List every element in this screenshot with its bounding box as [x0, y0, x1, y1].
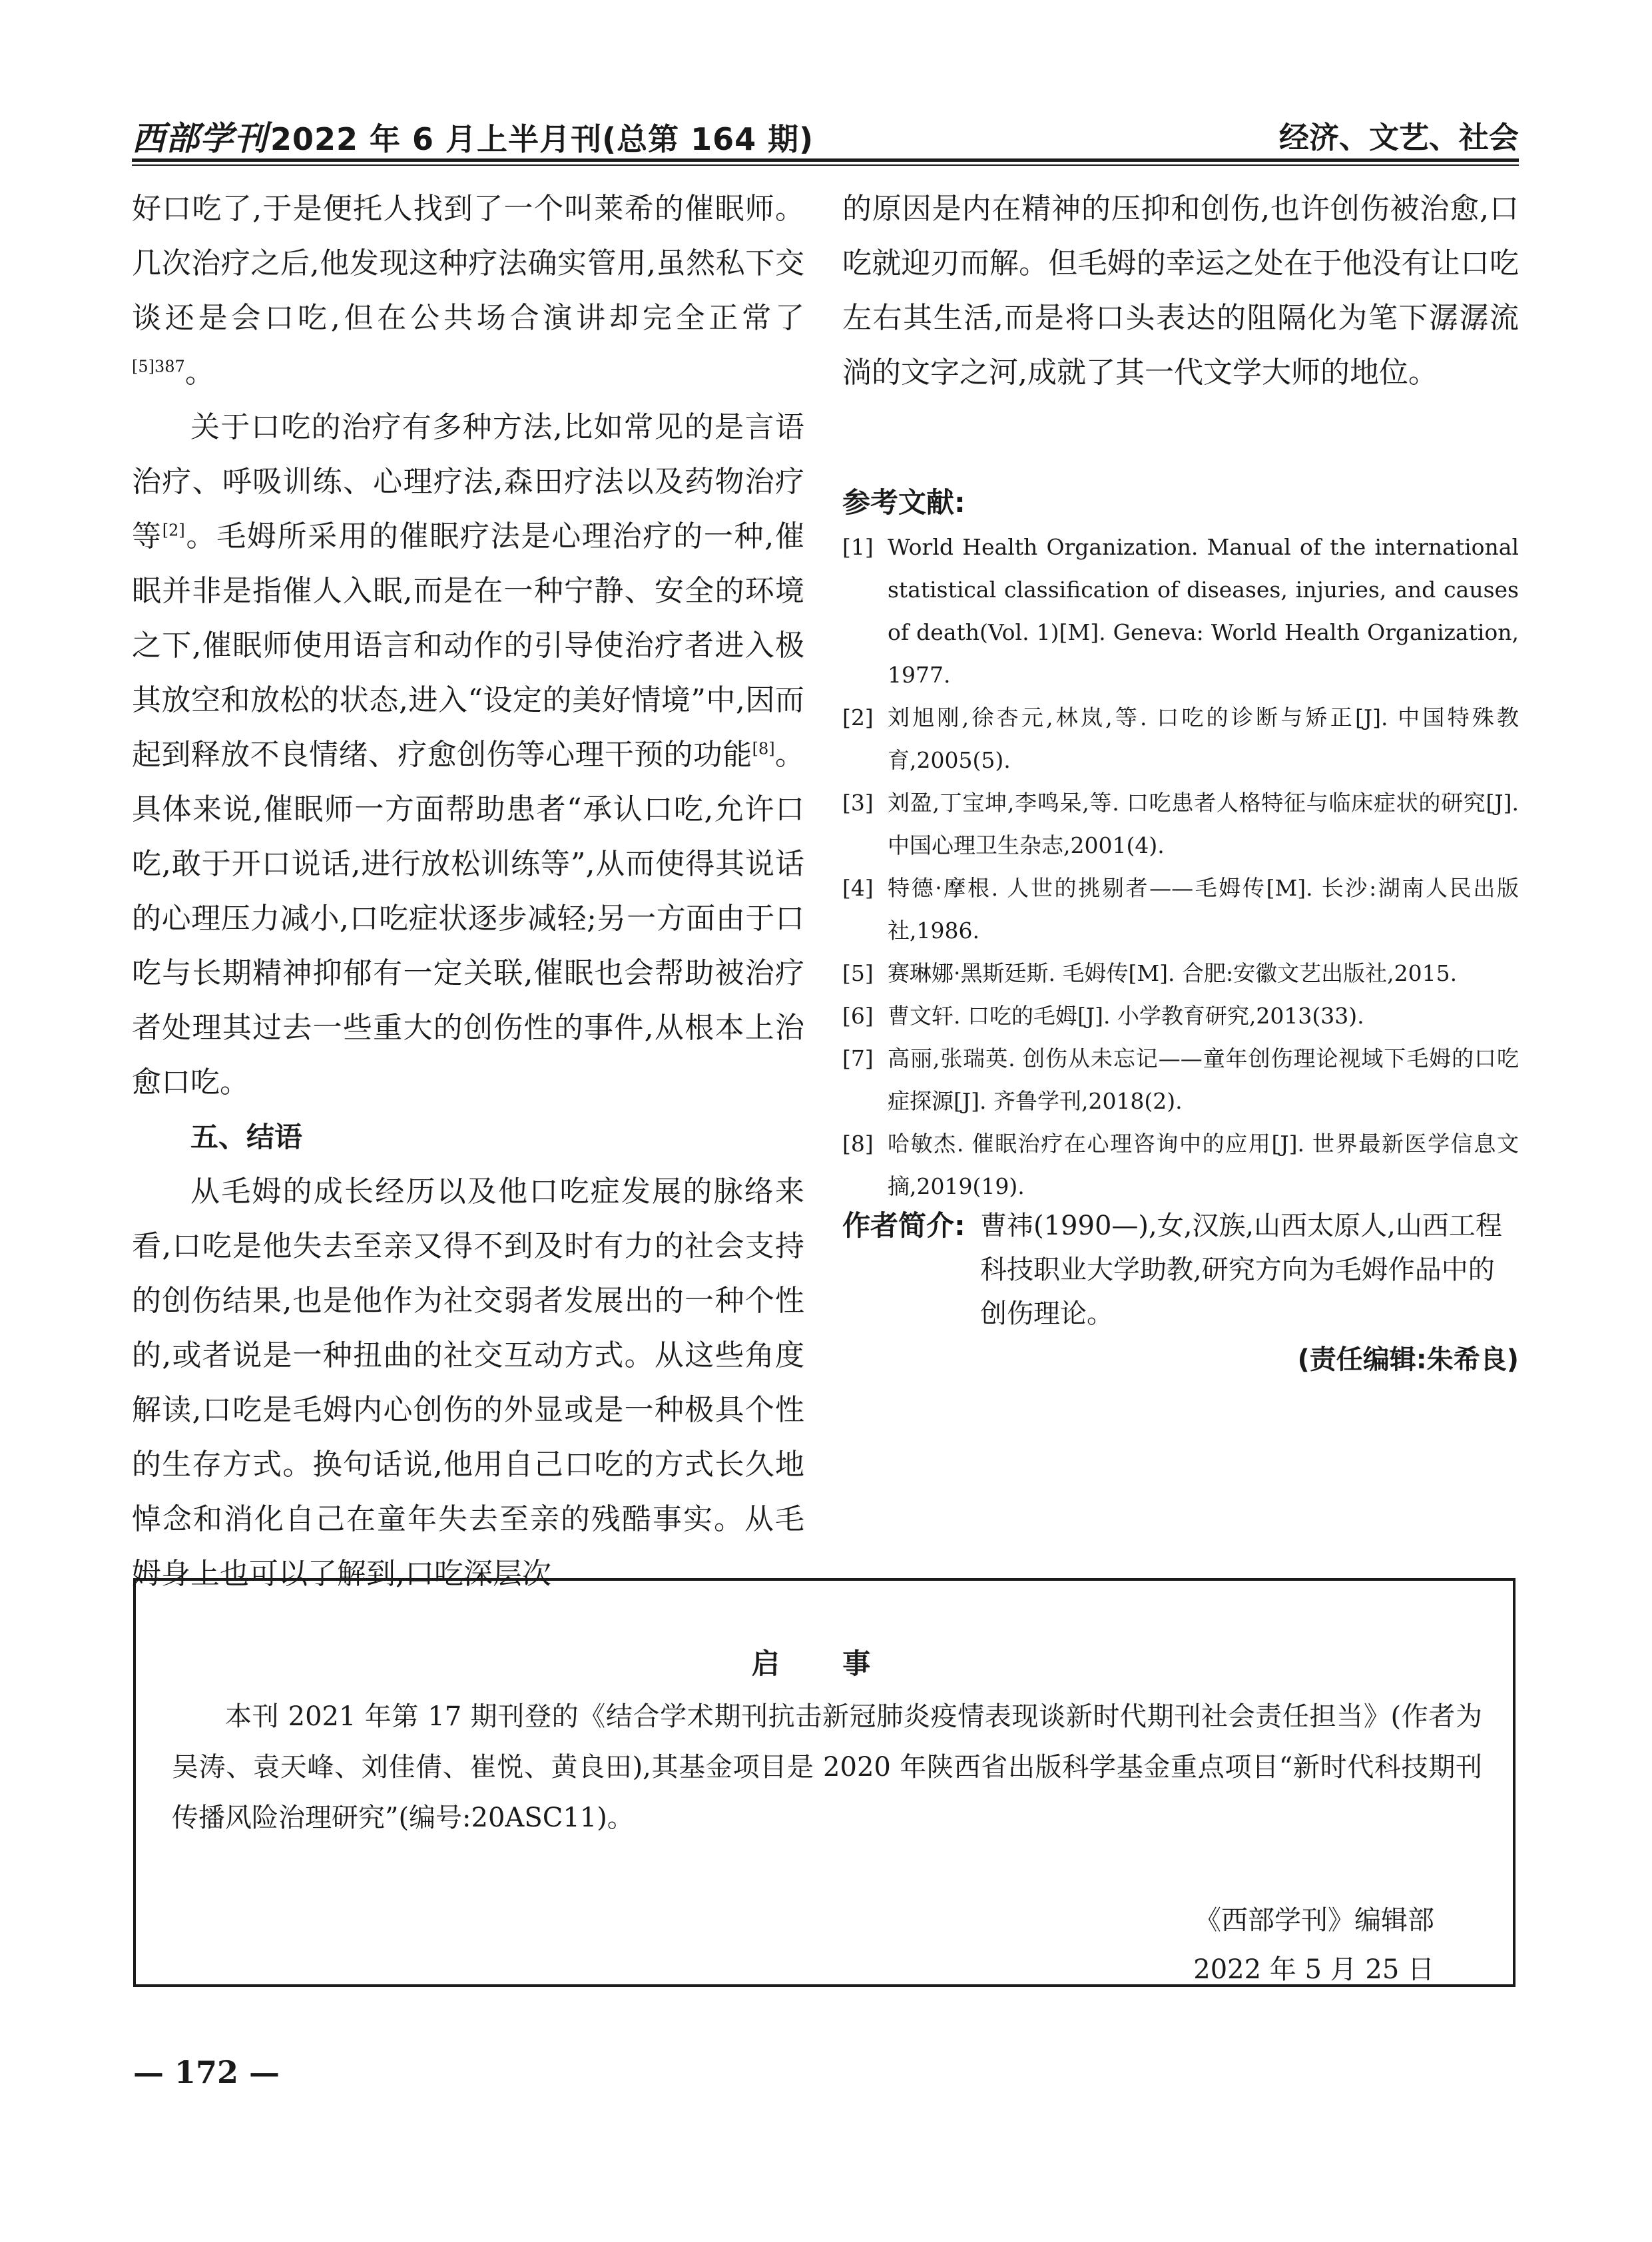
- running-header-left: [132, 112, 814, 160]
- reference-item: [842, 697, 1519, 782]
- paragraph: 的原因是内在精神的压抑和创伤,也许创伤被治愈,口吃就迎刃而解。但毛姆的幸运之处在于他没有让口吃左右其生活,而是将口头表达的阻隔化为笔下潺潺流淌的文字之河,成就了其一代文学大师的地位。: [842, 192, 1519, 390]
- paragraph: 从毛姆的成长经历以及他口吃症发展的脉络来看,口吃是他失去至亲又得不到及时有力的社会支持的创伤结果,也是他作为社交弱者发展出的一种个性的,或者说是一种扭曲的社交互动方式。从这些角度解读,口吃是毛姆内心创伤的外显或是一种极具个性的生存方式。换句话说,他用自己口吃的方式长久地悼念和消化自己在童年失去至亲的残酷事实。从毛姆身上也可以了解到,口吃深层次: [132, 1175, 804, 1591]
- reference-item: [842, 1123, 1519, 1208]
- notice-title: 启 事: [751, 1647, 898, 1680]
- reference-text: 高丽,张瑞英. 创伤从未忘记——童年创伤理论视域下毛姆的口吃症探源[J]. 齐鲁学刊,2018(2).: [888, 1045, 1519, 1114]
- reference-number: [3]: [842, 790, 874, 816]
- author-bio-label: 作者简介:: [842, 1209, 965, 1242]
- running-header-section: 经济、文艺、社会: [1278, 120, 1519, 155]
- author-bio: [842, 1204, 1519, 1329]
- reference-item: [842, 995, 1519, 1037]
- right-column: [842, 182, 1519, 400]
- notice-body: 本刊 2021 年第 17 期刊登的《结合学术期刊抗击新冠肺炎疫情表现谈新时代期刊社会责任担当》(作者为吴涛、袁天峰、刘佳倩、崔悦、黄良田),其基金项目是 2020 年陕西省出版科学基金重点项目“新时代科技期刊传播风险治理研究”(编号:20ASC11)。: [172, 1701, 1482, 1833]
- reference-number: [8]: [842, 1131, 874, 1157]
- reference-text: 曹文轩. 口吃的毛姆[J]. 小学教育研究,2013(33).: [888, 1003, 1364, 1029]
- reference-text: 赛琳娜·黑斯廷斯. 毛姆传[M]. 合肥:安徽文艺出版社,2015.: [888, 960, 1458, 986]
- reference-number: [5]: [842, 960, 874, 986]
- paragraph: [132, 182, 804, 400]
- reference-text: World Health Organization. Manual of the international statistical classification of diseases, injuries, and causes of death(Vol. 1)[M]. Geneva: World Health Organization, 1977.: [888, 534, 1519, 688]
- page-number: — 172 —: [133, 2054, 280, 2090]
- reference-item: [842, 952, 1519, 995]
- notice-signature: 《西部学刊》编辑部: [1195, 1905, 1434, 1936]
- reference-number: [2]: [842, 704, 874, 730]
- reference-item: [842, 526, 1519, 697]
- paragraph: [132, 400, 804, 1110]
- reference-number: [4]: [842, 875, 874, 901]
- citation: [8]: [752, 739, 775, 758]
- author-bio-text: 曹祎(1990—),女,汉族,山西太原人,山西工程科技职业大学助教,研究方向为毛姆作品中的创伤理论。: [980, 1211, 1502, 1329]
- paragraph-text: 。具体来说,催眠师一方面帮助患者“承认口吃,允许口吃,敢于开口说话,进行放松训练等”,从而使得其说话的心理压力减小,口吃症状逐步减轻;另一方面由于口吃与长期精神抑郁有一定关联,催眠也会帮助被治疗者处理其过去一些重大的创伤性的事件,从根本上治愈口吃。: [132, 738, 805, 1099]
- left-column: [132, 182, 804, 1601]
- reference-text: 刘盈,丁宝坤,李鸣呆,等. 口吃患者人格特征与临床症状的研究[J]. 中国心理卫生杂志,2001(4).: [888, 790, 1519, 858]
- reference-number: [1]: [842, 534, 874, 560]
- notice-date: 2022 年 5 月 25 日: [1193, 1954, 1434, 1985]
- reference-text: 刘旭刚,徐杏元,林岚,等. 口吃的诊断与矫正[J]. 中国特殊教育,2005(5).: [888, 704, 1519, 773]
- section-heading: 五、结语: [190, 1121, 303, 1153]
- header-rule-thick: [132, 158, 1519, 162]
- reference-text: 哈敏杰. 催眠治疗在心理咨询中的应用[J]. 世界最新医学信息文摘,2019(19).: [888, 1131, 1519, 1199]
- reference-number: [6]: [842, 1003, 874, 1029]
- paragraph-text: 好口吃了,于是便托人找到了一个叫莱希的催眠师。几次治疗之后,他发现这种疗法确实管用,虽然私下交谈还是会口吃,但在公共场合演讲却完全正常了: [132, 192, 804, 335]
- issue-info: 2022 年 6 月上半月刊(总第 164 期): [270, 121, 814, 157]
- header-rule-thin: [132, 164, 1519, 166]
- reference-text: 特德·摩根. 人世的挑剔者——毛姆传[M]. 长沙:湖南人民出版社,1986.: [888, 875, 1519, 944]
- paragraph-text: 关于口吃的治疗有多种方法,比如常见的是言语治疗、呼吸训练、心理疗法,森田疗法以及药物治疗等: [132, 410, 804, 553]
- reference-item: [842, 1037, 1519, 1123]
- reference-item: [842, 782, 1519, 867]
- journal-logo: 西部学刊: [132, 119, 268, 158]
- references-list: [842, 526, 1519, 1208]
- citation: [2]: [162, 521, 185, 540]
- paragraph-end: 。: [184, 356, 214, 390]
- citation: [5]387: [132, 357, 185, 376]
- references-title: 参考文献:: [842, 486, 965, 519]
- paragraph-text: 。毛姆所采用的催眠疗法是心理治疗的一种,催眠并非是指催人入眠,而是在一种宁静、安全的环境之下,催眠师使用语言和动作的引导使治疗者进入极其放空和放松的状态,进入“设定的美好情境”中,因而起到释放不良情绪、疗愈创伤等心理干预的功能: [132, 519, 804, 772]
- reference-number: [7]: [842, 1045, 874, 1071]
- editor-note: (责任编辑:朱希良): [1297, 1344, 1519, 1375]
- notice-box: [133, 1578, 1515, 1987]
- reference-item: [842, 867, 1519, 952]
